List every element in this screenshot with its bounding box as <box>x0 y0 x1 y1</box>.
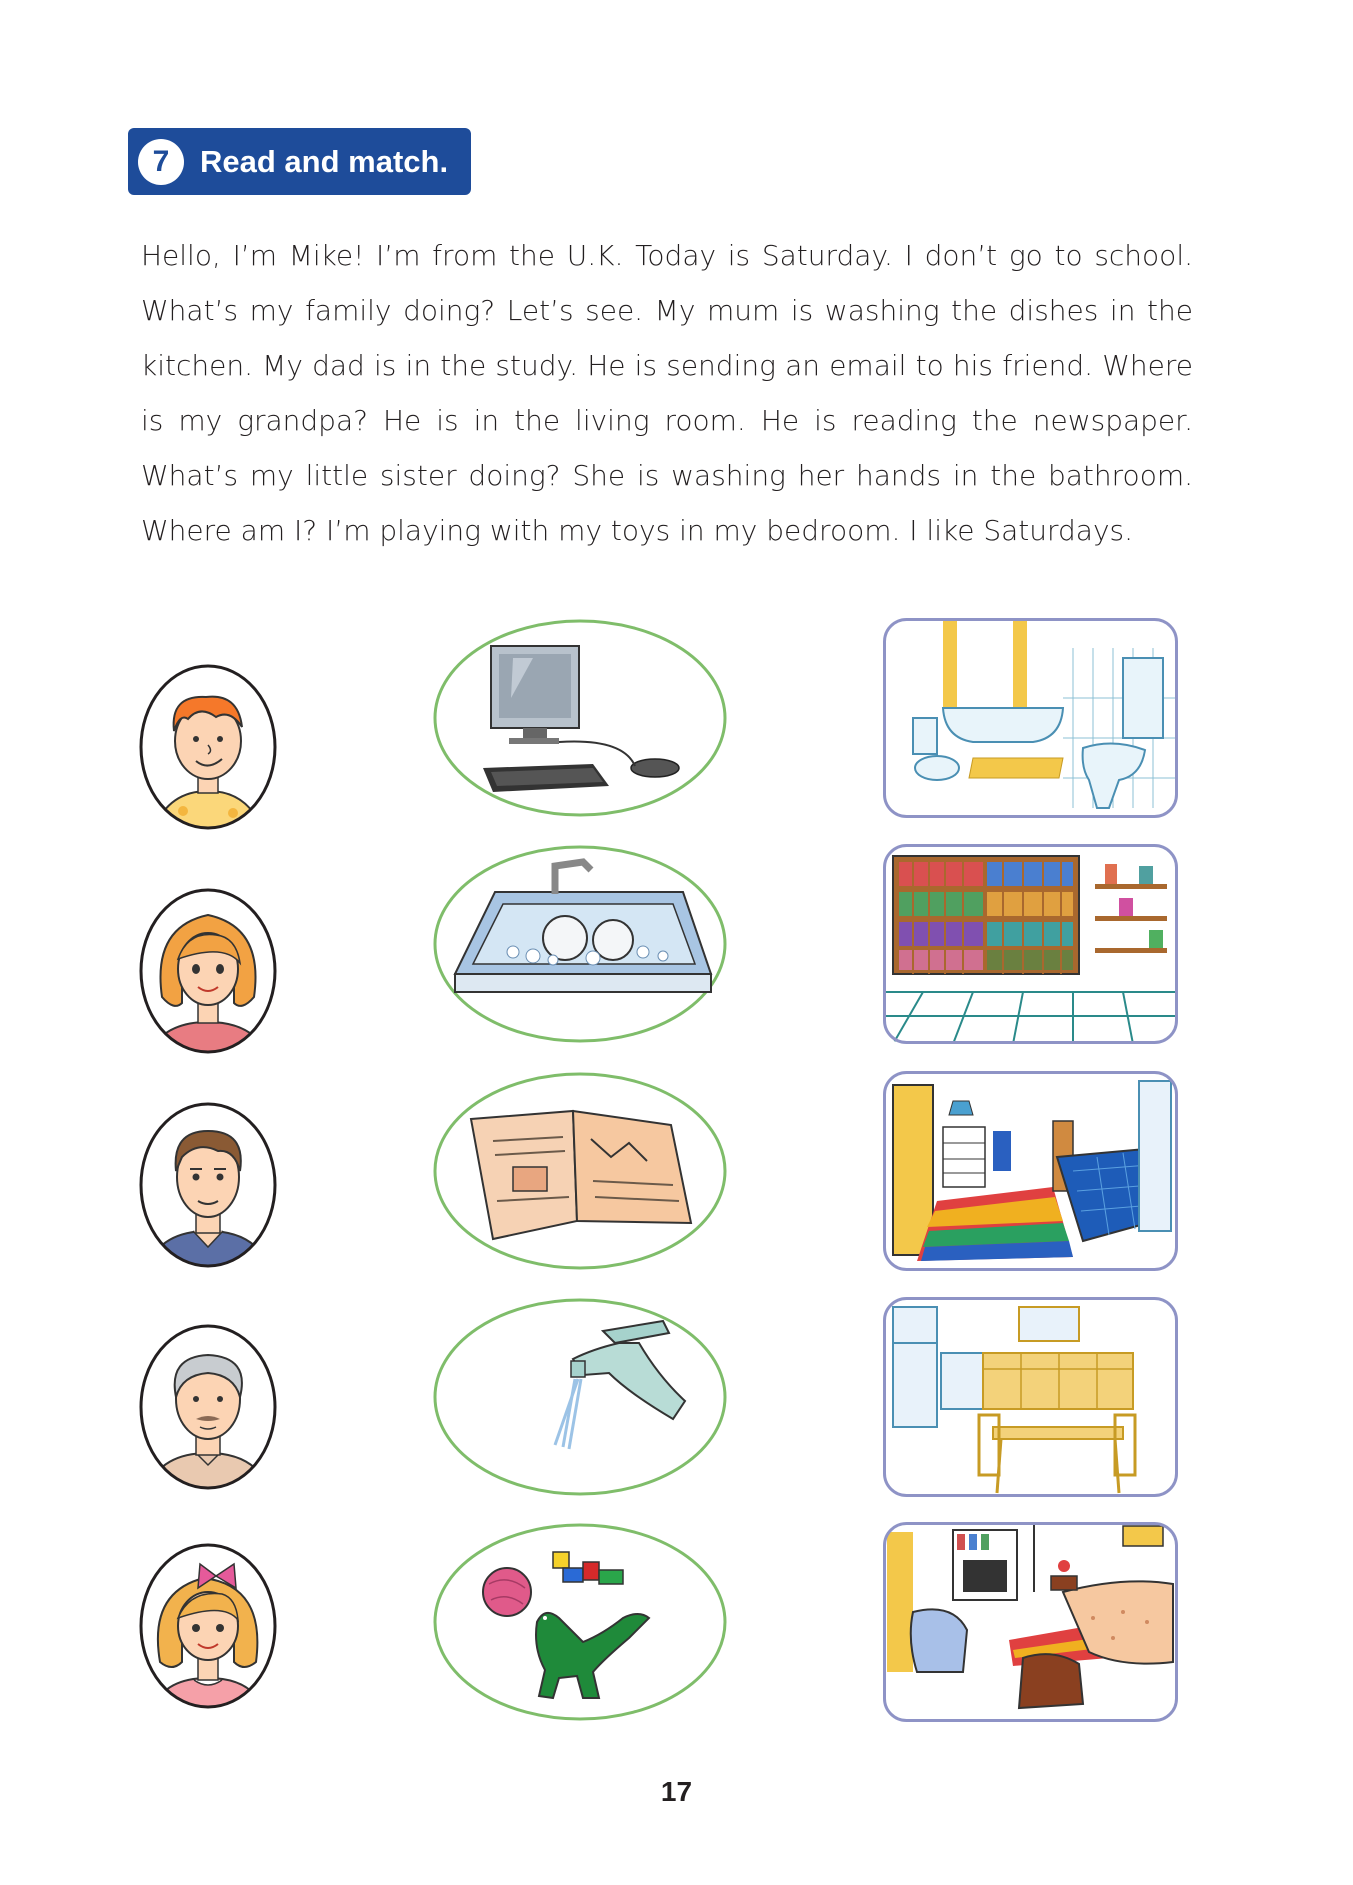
action-computer[interactable] <box>433 618 727 818</box>
action-toys[interactable] <box>433 1522 727 1722</box>
page-number: 17 <box>660 1776 693 1807</box>
portrait-little-sister[interactable] <box>138 1542 278 1710</box>
exercise-badge <box>128 128 471 195</box>
room-kitchen[interactable] <box>883 1297 1178 1497</box>
portrait-dad[interactable] <box>138 1101 278 1269</box>
portrait-mum[interactable] <box>138 887 278 1055</box>
portrait-boy-mike[interactable] <box>138 663 278 831</box>
reading-passage: Hello, I’m Mike! I’m from the U.K. Today is Saturday. I don’t go to school. What’s my family doing? Let’s see. My mum is washing the dishes in the kitchen. My dad is in the study. He is sending an email to his friend. Where is my grandpa? He is in the living room. He is reading the newspaper. What’s my little sister doing? She is washing her hands in the bathroom. Where am I? I’m playing with my toys in my bedroom. I like Saturdays. <box>141 239 1193 547</box>
exercise-instruction: Read and match. <box>200 143 449 179</box>
room-bathroom[interactable] <box>883 618 1178 818</box>
action-washing-dishes[interactable] <box>433 844 727 1044</box>
action-tap-washing-hands[interactable] <box>433 1297 727 1497</box>
exercise-number: 7 <box>138 139 184 185</box>
room-study[interactable] <box>883 844 1178 1044</box>
room-living-room[interactable] <box>883 1522 1178 1722</box>
room-bedroom[interactable] <box>883 1071 1178 1271</box>
action-newspaper[interactable] <box>433 1071 727 1271</box>
portrait-grandpa[interactable] <box>138 1323 278 1491</box>
